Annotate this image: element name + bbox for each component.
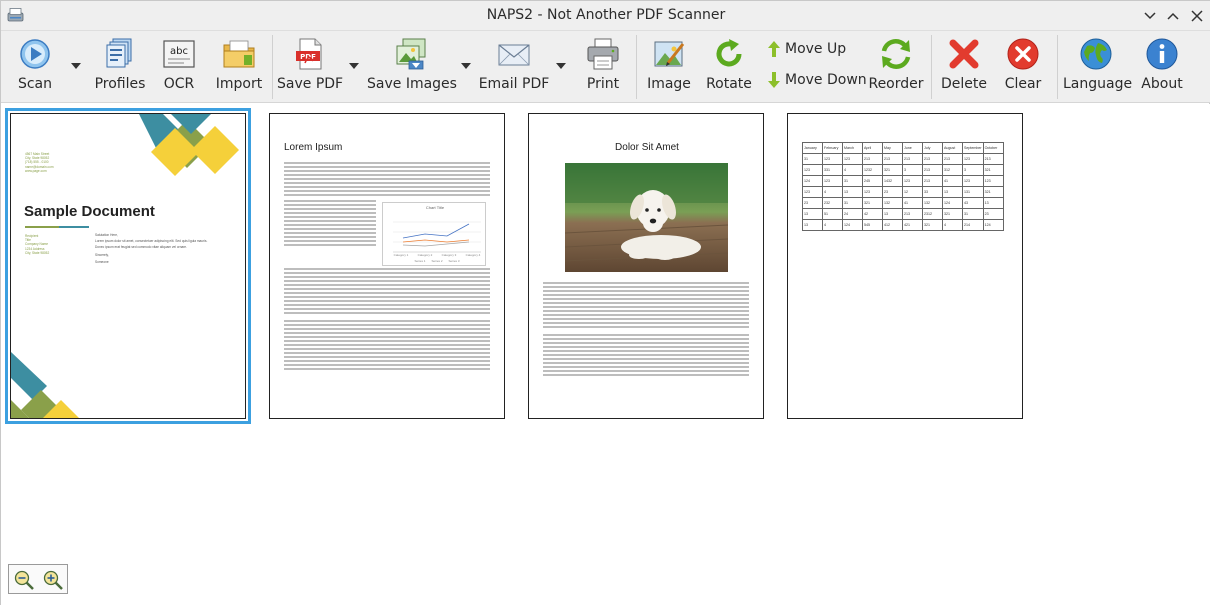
save-pdf-dropdown-icon[interactable] xyxy=(348,62,360,70)
toolbar-separator xyxy=(1057,35,1058,99)
ocr-label: OCR xyxy=(163,76,195,92)
move-up-label: Move Up xyxy=(785,41,847,57)
page-thumbnail[interactable] xyxy=(528,113,764,419)
ocr-icon xyxy=(162,37,196,71)
minimize-icon[interactable] xyxy=(1141,7,1159,25)
save-images-dropdown-icon[interactable] xyxy=(460,62,472,70)
toolbar-separator xyxy=(931,35,932,99)
body-text xyxy=(284,186,490,198)
table-row: 123 4 13 123 23 12 33 13 131 321 xyxy=(803,187,1004,198)
profiles-icon xyxy=(103,37,137,71)
rotate-label: Rotate xyxy=(706,76,752,92)
body-text xyxy=(284,162,490,186)
clear-icon xyxy=(1006,37,1040,71)
maximize-icon[interactable] xyxy=(1164,7,1182,25)
svg-text:PDF: PDF xyxy=(300,53,316,61)
table-row: 123 331 4 1232 321 3 213 312 3 321 xyxy=(803,165,1004,176)
image-edit-icon xyxy=(652,37,686,71)
reorder-label: Reorder xyxy=(868,76,924,92)
svg-text:abc: abc xyxy=(170,46,188,57)
body-text xyxy=(284,268,490,372)
zoom-in-icon[interactable] xyxy=(42,569,64,591)
move-down-label: Move Down xyxy=(785,72,867,88)
clear-label: Clear xyxy=(1004,76,1042,92)
page-thumbnail[interactable] xyxy=(787,113,1023,419)
chart-lines xyxy=(389,212,483,256)
puppy-photo xyxy=(565,163,728,272)
spreadsheet-table xyxy=(802,142,1004,231)
scan-dropdown-icon[interactable] xyxy=(70,62,82,70)
arrow-up-icon xyxy=(767,40,781,58)
save-pdf-button[interactable] xyxy=(277,31,343,103)
zoom-out-icon[interactable] xyxy=(13,569,35,591)
image-button[interactable] xyxy=(643,31,695,103)
chart-title: Chart Title xyxy=(425,205,445,210)
import-folder-icon xyxy=(222,37,256,71)
toolbar-separator xyxy=(636,35,637,99)
table-header-row: January February March April May June July August September October xyxy=(803,143,1004,154)
email-icon xyxy=(497,37,531,71)
reorder-icon xyxy=(879,37,913,71)
image-label: Image xyxy=(647,76,691,92)
language-label: Language xyxy=(1063,76,1133,92)
email-pdf-button[interactable] xyxy=(478,31,550,103)
printer-icon xyxy=(586,37,620,71)
title-underline xyxy=(59,226,89,228)
save-images-label: Save Images xyxy=(367,76,457,92)
table-row: 31 123 123 213 213 213 213 213 123 213 xyxy=(803,154,1004,165)
reorder-button[interactable] xyxy=(867,31,925,103)
toolbar-separator xyxy=(272,35,273,99)
profiles-button[interactable] xyxy=(89,31,151,103)
pdf-file-icon xyxy=(293,37,327,71)
body-text xyxy=(284,200,376,248)
scan-icon xyxy=(18,37,52,71)
page-3-title: Dolor Sit Amet xyxy=(615,142,679,153)
page-thumbnail[interactable] xyxy=(269,113,505,419)
globe-icon xyxy=(1079,37,1113,71)
delete-x-icon xyxy=(947,37,981,71)
profiles-label: Profiles xyxy=(94,76,146,92)
table-row: 23 232 31 321 132 41 132 124 43 13 xyxy=(803,198,1004,209)
print-label: Print xyxy=(586,76,620,92)
page-2-title: Lorem Ipsum xyxy=(284,142,343,153)
main-toolbar xyxy=(1,31,1210,103)
about-button[interactable] xyxy=(1137,31,1187,103)
delete-button[interactable] xyxy=(937,31,991,103)
chart-legend: Series 1 Series 2 Series 3 xyxy=(414,259,460,263)
move-down-button[interactable] xyxy=(765,69,865,93)
thumbnail-area xyxy=(1,104,1210,606)
email-pdf-label: Email PDF xyxy=(478,76,550,92)
table-row: 124 123 31 245 1432 123 213 41 123 123 xyxy=(803,176,1004,187)
move-up-button[interactable] xyxy=(765,38,865,62)
save-images-button[interactable] xyxy=(367,31,455,103)
rotate-button[interactable] xyxy=(702,31,756,103)
scan-button[interactable] xyxy=(7,31,63,103)
rotate-icon xyxy=(712,37,746,71)
table-row: 13 4 124 545 412 421 321 4 214 124 xyxy=(803,220,1004,231)
ocr-button[interactable] xyxy=(157,31,201,103)
save-pdf-label: Save PDF xyxy=(277,76,344,92)
arrow-down-icon xyxy=(767,71,781,89)
embedded-chart xyxy=(382,202,486,266)
title-bar xyxy=(1,1,1210,31)
body-text xyxy=(543,282,749,378)
delete-label: Delete xyxy=(941,76,987,92)
save-images-icon xyxy=(394,37,428,71)
window-title: NAPS2 - Not Another PDF Scanner xyxy=(486,7,726,23)
close-icon[interactable] xyxy=(1188,7,1206,25)
scan-label: Scan xyxy=(17,76,53,92)
email-pdf-dropdown-icon[interactable] xyxy=(555,62,567,70)
zoom-controls xyxy=(8,564,68,594)
print-button[interactable] xyxy=(579,31,627,103)
page-1-title: Sample Document xyxy=(24,203,155,220)
info-icon xyxy=(1145,37,1179,71)
import-label: Import xyxy=(215,76,263,92)
title-underline xyxy=(25,226,59,228)
language-button[interactable] xyxy=(1063,31,1133,103)
about-label: About xyxy=(1141,76,1183,92)
chart-categories: Category 1 Category 2 Category 3 Category 4 xyxy=(393,253,481,257)
clear-button[interactable] xyxy=(999,31,1047,103)
recipient-block: Recipient Title Company Name 1234 Address City, State 98052 xyxy=(25,234,50,255)
import-button[interactable] xyxy=(211,31,267,103)
letter-body: Salutation Here, Lorem ipsum dolor sit amet, consectetuer adipiscing elit. Sed quis ligula mauris. Donec ipsum erat feugiat sed commodo vitae aliquam vel ornare. Sincerely, Someone xyxy=(95,233,208,264)
address-block: 4567 Main Street City, State 98052 (718) 555 - 0100 name@domain.com www.page.com xyxy=(25,152,54,173)
page-thumbnail[interactable] xyxy=(10,113,246,419)
table-row: 13 51 24 42 13 213 2312 321 31 23 xyxy=(803,209,1004,220)
